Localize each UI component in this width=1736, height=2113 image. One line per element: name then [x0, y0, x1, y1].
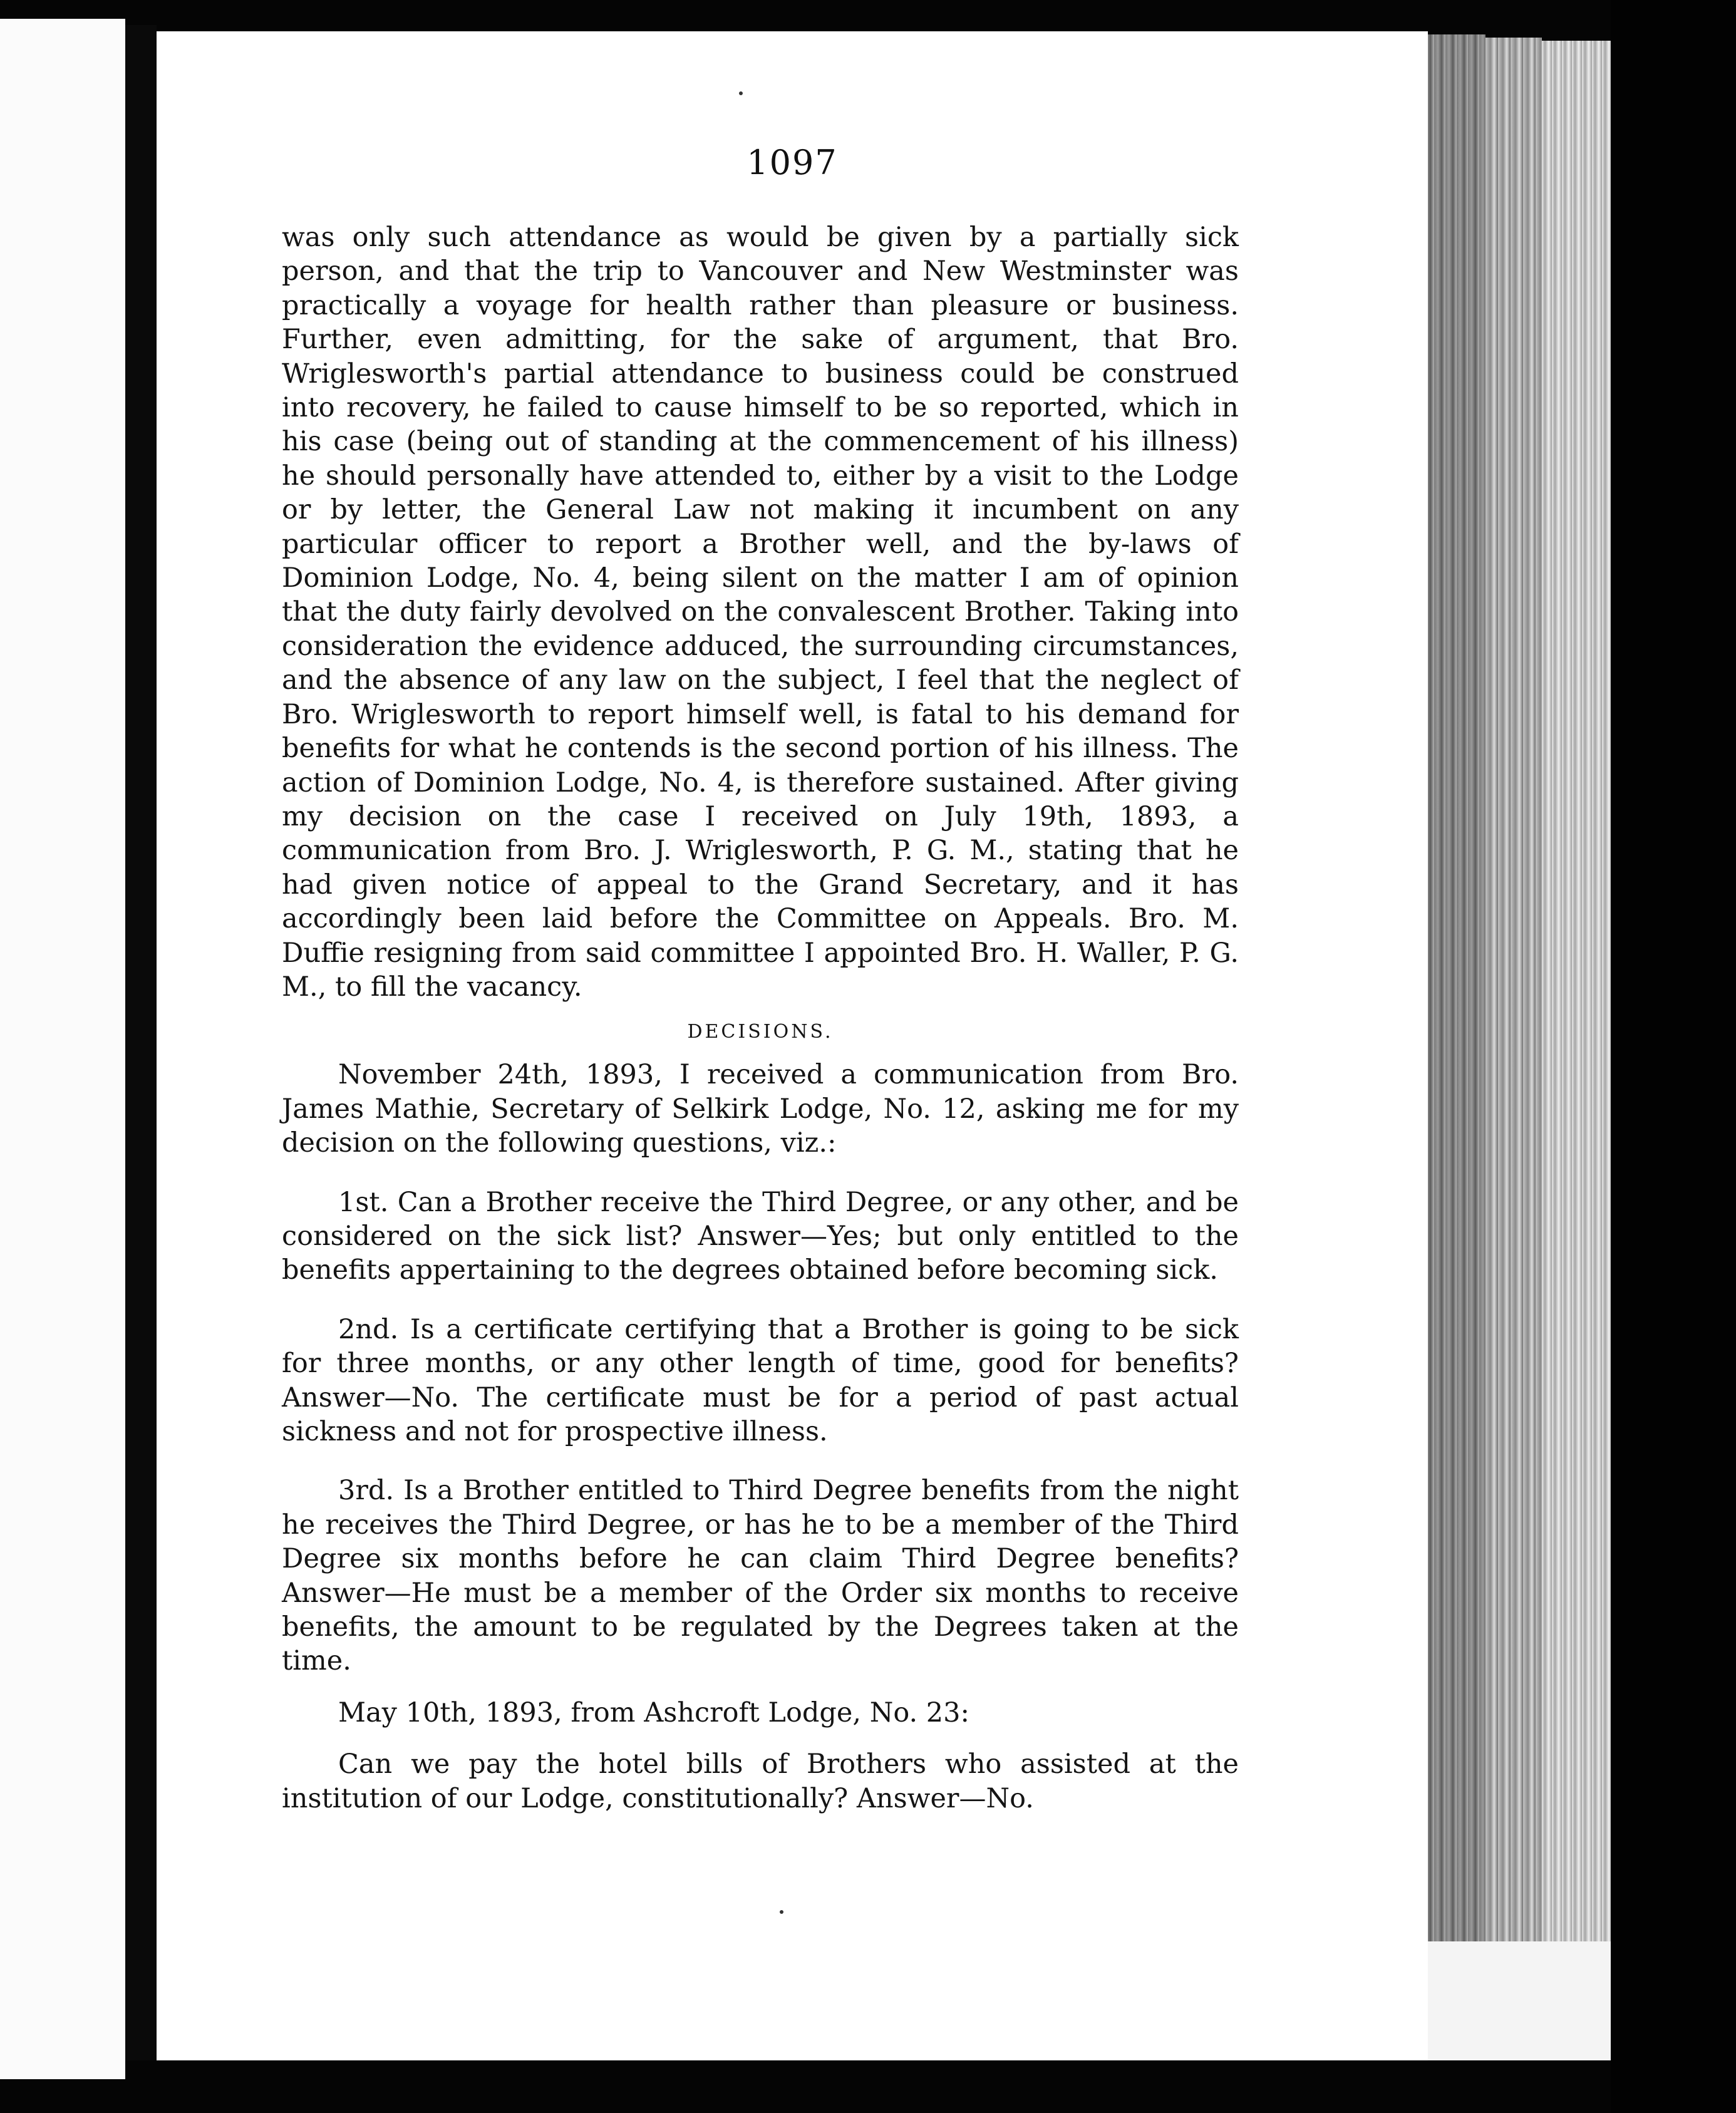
speck	[739, 91, 743, 95]
scan-border-right	[1611, 0, 1736, 2113]
page-number: 1097	[747, 143, 838, 182]
page-edges	[1485, 38, 1542, 1948]
section-heading: DECISIONS.	[687, 1021, 834, 1043]
left-page-edge	[0, 19, 125, 2079]
paragraph-intro: November 24th, 1893, I received a communication from Bro. James Mathie, Secretary of Selkirk Lodge, No. 12, asking me for my decision on the following questions, viz.:	[282, 1059, 1239, 1159]
speck	[780, 1910, 783, 1914]
page-edges	[1423, 34, 1485, 1945]
page-edges	[1542, 41, 1611, 1945]
decision-source: May 10th, 1893, from Ashcroft Lodge, No. 23:	[338, 1697, 970, 1728]
book-gutter	[125, 25, 157, 2060]
question-3: 3rd. Is a Brother entitled to Third Degree benefits from the night he receives the Third Degree, or has he to be a member of the Third Degree six months before he can claim Third Degree benefits? Answer—He must be a member of the Order six months to receive benefits, the amount to be regulated by the Degrees taken at the time.	[282, 1475, 1239, 1677]
question-1: 1st. Can a Brother receive the Third Degree, or any other, and be considered on the sick list? Answer—Yes; but only entitled to the benefits appertaining to the degrees obtained before becoming sick.	[282, 1186, 1239, 1286]
page-edges-bottom	[1423, 1941, 1611, 2060]
question-2: 2nd. Is a certificate certifying that a Brother is going to be sick for three months, or any other length of time, good for benefits? Answer—No. The certificate must be for a period of past actual sickness and not for prospective illness.	[282, 1313, 1239, 1447]
question-4: Can we pay the hotel bills of Brothers who assisted at the institution of our Lodge, constitutionally? Answer—No.	[282, 1749, 1239, 1814]
body-text	[282, 220, 1239, 1816]
paragraph-continuation: was only such attendance as would be given by a partially sick person, and that the trip to Vancouver and New Westminster was practically a voyage for health rather than pleasure or business. Further, even admitting, for the sake of argument, that Bro. Wriglesworth's partial attendance to business could be construed into recovery, he failed to cause himself to be so reported, which in his case (being out of standing at the commencement of his illness) he should personally have attended to, either by a visit to the Lodge or by letter, the General Law not making it incumbent on any particular officer to report a Brother well, and the by-laws of Dominion Lodge, No. 4, being silent on the matter I am of opinion that the duty fairly devolved on the convalescent Brother. Taking into consideration the evidence adduced, the surrounding circumstances, and the absence of any law on the subject, I feel that the neglect of Bro. Wriglesworth to report himself well, is fatal to his demand for benefits for what he contends is the second portion of his illness. The action of Dominion Lodge, No. 4, is therefore sustained. After giving my decision on the case I received on July 19th, 1893, a communication from Bro. J. Wriglesworth, P. G. M., stating that he had given notice of appeal to the Grand Secretary, and it has accordingly been laid before the Committee on Appeals. Bro. M. Duffie resigning from said committee I appointed Bro. H. Waller, P. G. M., to fill the vacancy.	[282, 222, 1239, 1003]
document-page	[157, 31, 1428, 2060]
